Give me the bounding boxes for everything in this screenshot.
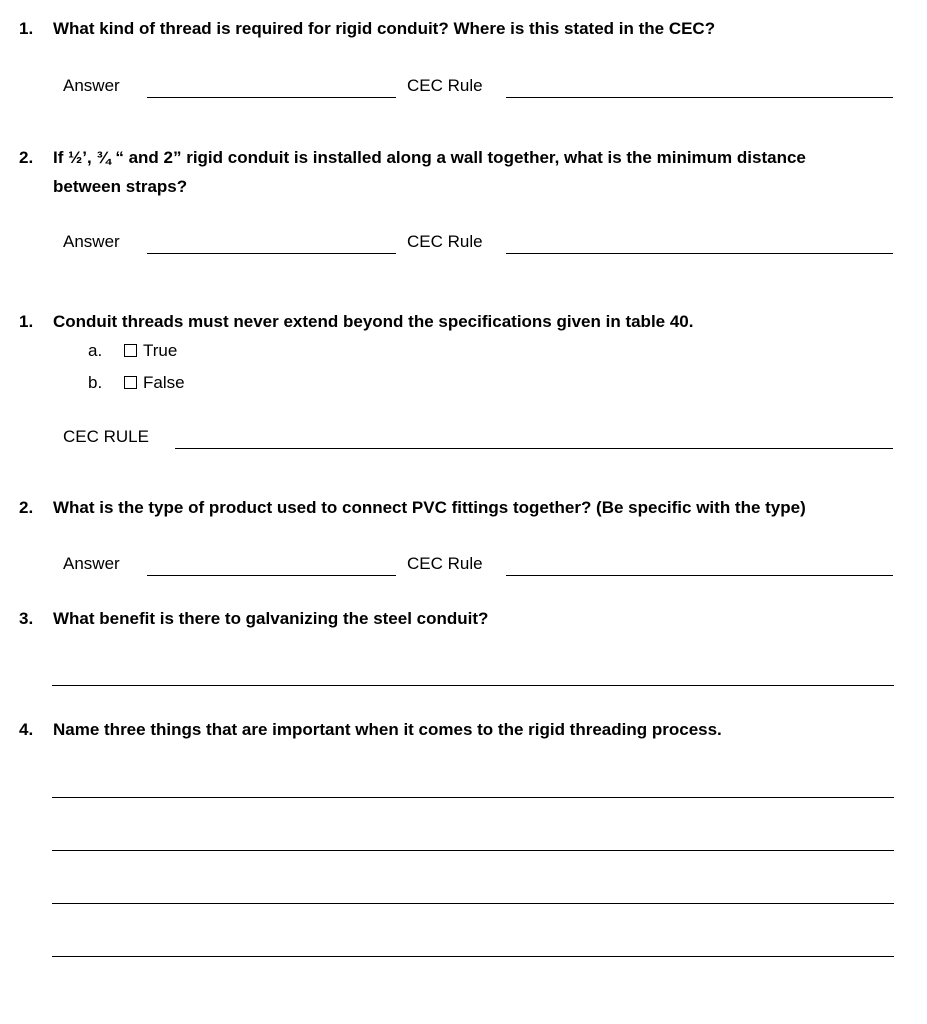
option-true-label: True	[143, 341, 178, 360]
answer-field[interactable]	[147, 97, 396, 98]
cec-rule-field[interactable]	[506, 97, 893, 98]
option-true[interactable]	[124, 341, 177, 361]
cec-rule-label: CEC RULE	[63, 427, 149, 446]
option-b-letter: b.	[88, 373, 103, 392]
cec-rule-field[interactable]	[506, 253, 893, 254]
cec-rule-label: CEC Rule	[407, 232, 483, 251]
answer-line[interactable]	[52, 903, 894, 904]
answer-line[interactable]	[52, 956, 894, 957]
answer-field[interactable]	[147, 253, 396, 254]
question-2-text-line1: If ½’, ¾ “ and 2” rigid conduit is installed along a wall together, what is the minimum distance	[53, 148, 806, 167]
answer-label: Answer	[63, 554, 120, 573]
true-checkbox[interactable]	[124, 344, 137, 357]
question-4-number: 2.	[19, 498, 34, 517]
false-checkbox[interactable]	[124, 376, 137, 389]
answer-line[interactable]	[52, 797, 894, 798]
question-5-number: 3.	[19, 609, 34, 628]
option-false[interactable]	[124, 373, 185, 393]
question-4-text: What is the type of product used to connect PVC fittings together? (Be specific with the type)	[53, 498, 806, 517]
cec-rule-field[interactable]	[175, 448, 893, 449]
question-3-text: Conduit threads must never extend beyond the specifications given in table 40.	[53, 312, 694, 331]
question-2-number: 2.	[19, 148, 34, 167]
question-5-text: What benefit is there to galvanizing the steel conduit?	[53, 609, 489, 628]
answer-line[interactable]	[52, 850, 894, 851]
option-a-letter: a.	[88, 341, 103, 360]
question-3-number: 1.	[19, 312, 34, 331]
answer-label: Answer	[63, 76, 120, 95]
question-1-text: What kind of thread is required for rigid conduit? Where is this stated in the CEC?	[53, 19, 716, 38]
answer-line[interactable]	[52, 685, 894, 686]
question-6-text: Name three things that are important when it comes to the rigid threading process.	[53, 720, 722, 739]
question-6-number: 4.	[19, 720, 34, 739]
option-false-label: False	[143, 373, 185, 392]
cec-rule-label: CEC Rule	[407, 554, 483, 573]
question-1-number: 1.	[19, 19, 34, 38]
cec-rule-field[interactable]	[506, 575, 893, 576]
question-2-text-line2: between straps?	[53, 177, 188, 196]
answer-label: Answer	[63, 232, 120, 251]
cec-rule-label: CEC Rule	[407, 76, 483, 95]
answer-field[interactable]	[147, 575, 396, 576]
